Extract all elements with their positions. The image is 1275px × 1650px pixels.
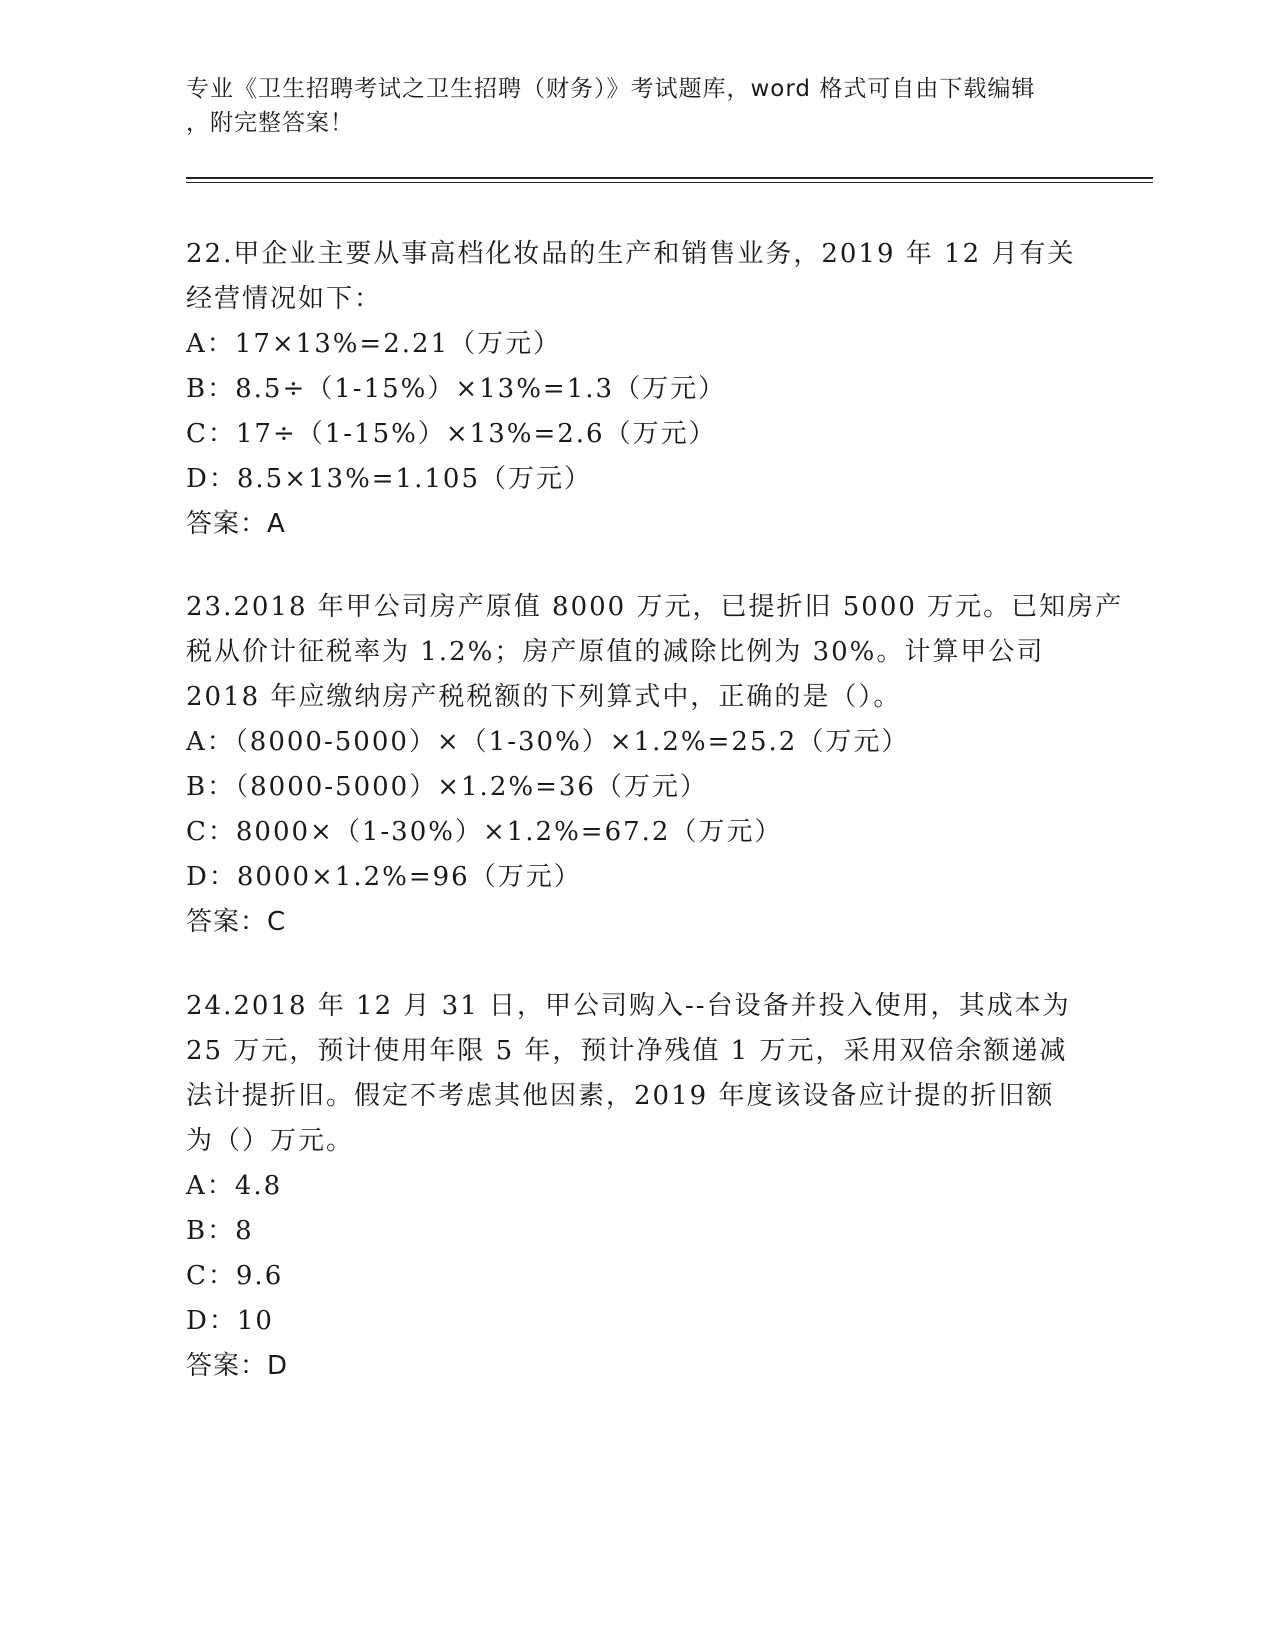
document-header bbox=[186, 72, 1066, 140]
answer-line: 答案：C bbox=[186, 907, 287, 937]
option-a: A：（8000-5000）×（1-30%）×1.2%=25.2（万元） bbox=[186, 727, 910, 757]
header-rule-thin bbox=[186, 182, 1153, 183]
answer-line: 答案：A bbox=[186, 509, 286, 539]
option-d: D：10 bbox=[186, 1306, 274, 1336]
question-23 bbox=[186, 585, 1124, 945]
question-stem-line: 2018 年应缴纳房产税税额的下列算式中，正确的是（）。 bbox=[186, 682, 902, 712]
option-a: A：4.8 bbox=[186, 1171, 283, 1201]
question-24 bbox=[186, 984, 1086, 1389]
question-stem-line: 税从价计征税率为 1.2%；房产原值的减除比例为 30%。计算甲公司 bbox=[186, 637, 1045, 667]
option-b: B：（8000-5000）×1.2%=36（万元） bbox=[186, 772, 708, 802]
header-line-1: 专业《卫生招聘考试之卫生招聘（财务）》考试题库，word 格式可自由下载编辑 bbox=[186, 76, 1036, 102]
question-stem-line: 经营情况如下： bbox=[186, 284, 383, 314]
option-d: D：8000×1.2%=96（万元） bbox=[186, 862, 582, 892]
option-b: B：8.5÷（1-15%）×13%=1.3（万元） bbox=[186, 374, 727, 404]
option-c: C：17÷（1-15%）×13%=2.6（万元） bbox=[186, 419, 717, 449]
answer-line: 答案：D bbox=[186, 1351, 289, 1381]
header-rule-thick bbox=[186, 177, 1153, 179]
option-d: D：8.5×13%=1.105（万元） bbox=[186, 464, 592, 494]
header-line-2: ，附完整答案！ bbox=[186, 110, 354, 136]
question-22 bbox=[186, 232, 1086, 547]
option-b: B：8 bbox=[186, 1216, 254, 1246]
question-stem-line: 25 万元，预计使用年限 5 年，预计净残值 1 万元，采用双倍余额递减 bbox=[186, 1036, 1068, 1066]
option-c: C：9.6 bbox=[186, 1261, 284, 1291]
option-c: C：8000×（1-30%）×1.2%=67.2（万元） bbox=[186, 817, 783, 847]
question-stem-line: 22.甲企业主要从事高档化妆品的生产和销售业务，2019 年 12 月有关 bbox=[186, 239, 1076, 269]
question-stem-line: 24.2018 年 12 月 31 日，甲公司购入--台设备并投入使用，其成本为 bbox=[186, 991, 1071, 1021]
question-stem-line: 23.2018 年甲公司房产原值 8000 万元，已提折旧 5000 万元。已知房产 bbox=[186, 592, 1124, 622]
option-a: A：17×13%=2.21（万元） bbox=[186, 329, 562, 359]
question-stem-line: 为（）万元。 bbox=[186, 1126, 355, 1156]
question-stem-line: 法计提折旧。假定不考虑其他因素，2019 年度该设备应计提的折旧额 bbox=[186, 1081, 1055, 1111]
